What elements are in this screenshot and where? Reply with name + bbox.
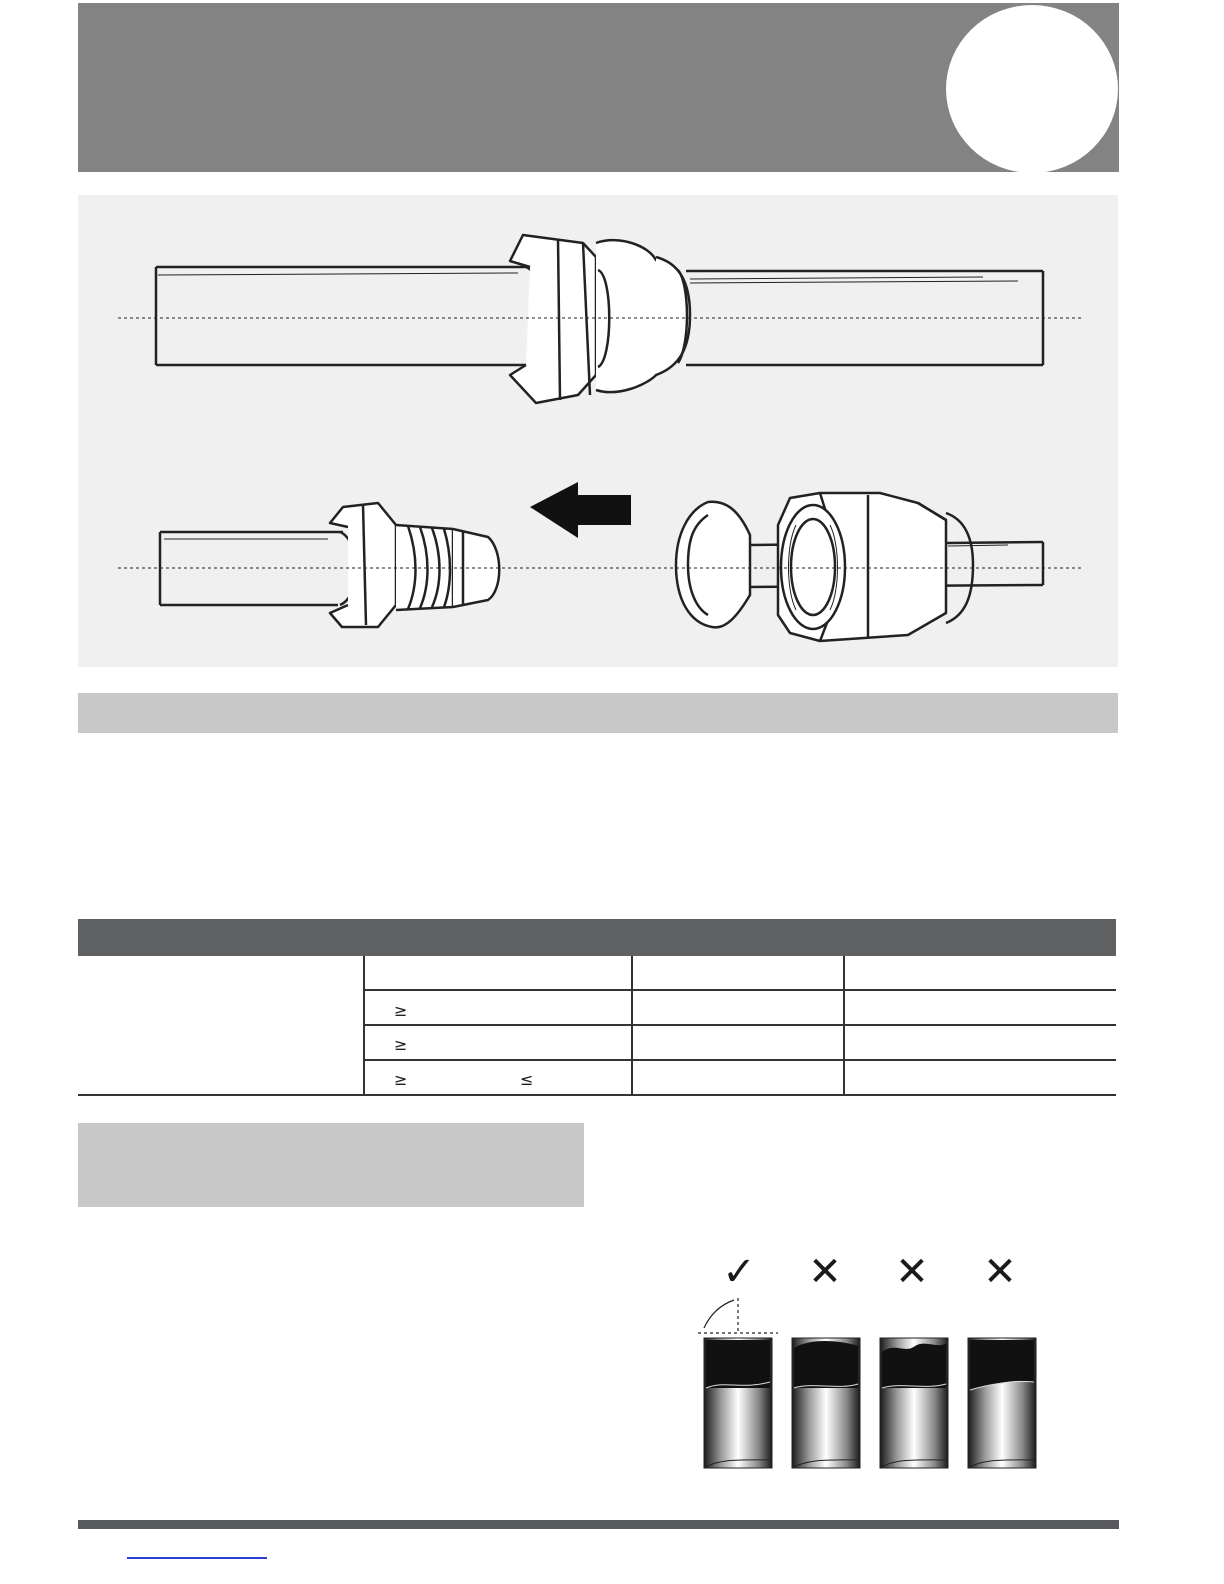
spec-table: [78, 956, 1116, 1096]
table-row-divider: [363, 989, 1116, 991]
section-heading-bar: [78, 693, 1118, 733]
flare-sample-good: [704, 1338, 772, 1468]
flare-connection-illustration: [78, 195, 1118, 667]
table-bottom-border: [78, 1094, 1116, 1096]
table-divider: [631, 956, 633, 1095]
table-cell-symbol: ≥: [394, 1035, 408, 1054]
incorrect-x-icon: ✕: [808, 1249, 842, 1295]
table-row-divider: [363, 1024, 1116, 1026]
incorrect-x-icon: ✕: [895, 1249, 929, 1295]
table-cell-symbol: ≤: [520, 1070, 534, 1089]
spec-table-header: [78, 919, 1116, 956]
footer-link-underline[interactable]: [127, 1557, 267, 1559]
male-flare-fitting: [160, 503, 499, 627]
table-cell-symbol: ≥: [394, 1001, 408, 1020]
flare-sample-bad: [880, 1338, 948, 1468]
incorrect-x-icon: ✕: [983, 1249, 1017, 1295]
female-flare-nut: [676, 493, 1043, 641]
footer-bar: [78, 1520, 1119, 1529]
flare-samples-diagram: [690, 1290, 1050, 1475]
note-box: [78, 1123, 584, 1207]
table-divider: [363, 956, 365, 1095]
flare-sample-bad: [792, 1338, 860, 1468]
correct-check-icon: ✓: [722, 1249, 756, 1295]
table-divider: [843, 956, 845, 1095]
flare-angle-guide: [698, 1298, 778, 1333]
flare-sample-bad: [968, 1338, 1036, 1468]
connected-pipe-assembly: [156, 235, 1043, 403]
pipe-connection-diagram: [78, 195, 1118, 667]
table-row-divider: [363, 1059, 1116, 1061]
header-badge-circle: [944, 3, 1119, 172]
table-cell-symbol: ≥: [394, 1070, 408, 1089]
insert-arrow-icon: [530, 482, 631, 538]
